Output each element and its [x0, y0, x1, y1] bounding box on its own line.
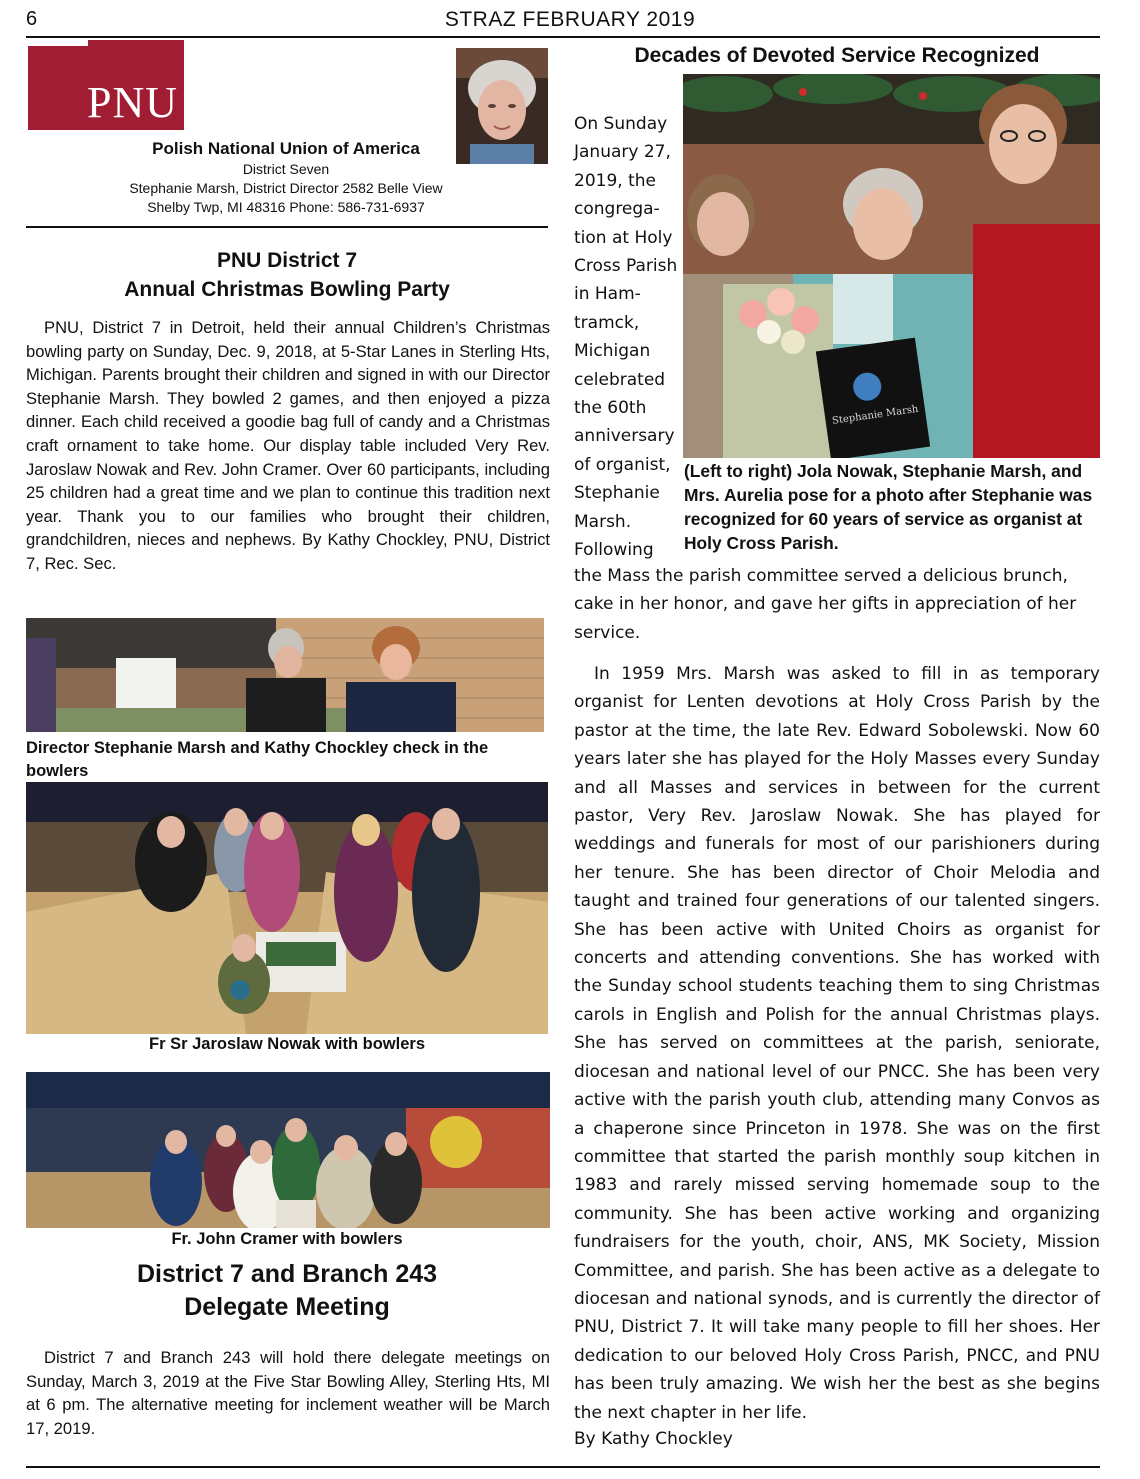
photo-recognition [683, 74, 1100, 458]
intro-line: the 60th [574, 398, 647, 419]
article3-body: In 1959 Mrs. Marsh was asked to fill in as temporary organist for Lenten devotions at Holy Cross Parish by the pastor at the time, the late Rev. Edward Sobolewski. Now 60 years later she has played for the Holy Masses every Sunday and all Masses and services in between for the current pastor, Very Rev. Jaroslaw Nowak. She has played for weddings and funerals for most of our parishioners during her tenure. She has been director of Choir Melodia and taught and trained four generations of our talented singers. She has been active with United Choirs as organist for concerts and attending conventions. She has worked with the Sunday school students teaching them to sing Christmas carols in English and Polish for the annual Christmas plays. She has served on committees at the parish, seniorate, diocesan and national level of our PNCC. She has been very active with the parish youth club, attending many Convos as a chaperone since Princeton in 1978. She was on the first committee that started the parish monthly soup kitchen in 1983 and rarely missed serving homemade soup to the community. She has been active working and organizing fundraisers for the youth, choir, ANS, MK Society, Mission Committee, and parish. She has been active as a delegate to diocesan and national synods, and is currently the director of PNU, District 7. It will take many people to fill her shoes. Her dedication to our beloved Holy Cross Parish, PNCC, and PNU has been truly amazing. We wish her the best as she begins the next chapter in her life. [574, 664, 1100, 1423]
org-director-line: Stephanie Marsh, District Director 2582 Belle View [129, 180, 443, 196]
article1-body: PNU, District 7 in Detroit, held their annual Children’s Christmas bowling party on Sunday, Dec. 9, 2018, at 5-Star Lanes in Sterling Hts, Michigan. Parents brought their children and signed in with our Director Stephanie Marsh. They bowled 2 games, and then enjoyed a pizza dinner. Each child received a goodie bag full of candy and a Christmas craft ornament to take home. Our display table included Very Rev. Jaroslaw Nowak and Rev. John Cramer. Over 60 participants, including 25 children had a great time and we plan to continue this tradition next year. Thank you to our families who brought their children, grandchildren, nieces and nephews. By Kathy Chockley, PNU, District 7, Rec. Sec. [26, 318, 550, 573]
org-info [26, 138, 546, 217]
photo-nowak-bowlers [26, 782, 548, 1034]
intro-line: celebrated [574, 369, 666, 390]
intro-line: Michigan [574, 341, 651, 362]
intro-line: congrega- [574, 199, 660, 220]
intro-line: Stephanie [574, 483, 660, 504]
plaque-text: Stephanie Marsh [831, 403, 920, 427]
intro-line: tramck, [574, 312, 640, 333]
caption-check-in: Director Stephanie Marsh and Kathy Chockley check in the bowlers [26, 739, 489, 780]
top-rule [26, 36, 1100, 38]
article3-title: Decades of Devoted Service Recognized [634, 44, 1040, 67]
article2-title [26, 1258, 548, 1324]
intro-line: Marsh. [574, 511, 632, 532]
intro-line: 2019, the [574, 170, 656, 191]
photo-check-in [26, 618, 544, 732]
org-district: District Seven [242, 161, 330, 177]
intro-line: Cross Parish [574, 256, 678, 277]
intro-line: of organist, [574, 454, 671, 475]
article3-byline: By Kathy Chockley [574, 1429, 733, 1449]
caption-cramer-bowlers: Fr. John Cramer with bowlers [171, 1230, 403, 1248]
logo-text: PNU [86, 78, 178, 127]
article1-title-line2: Annual Christmas Bowling Party [124, 278, 450, 301]
pnu-logo [28, 40, 184, 130]
intro-line: tion at Holy [574, 227, 673, 248]
logo-stripe [28, 40, 88, 46]
article2-title-line1: District 7 and Branch 243 [136, 1260, 438, 1288]
org-name: Polish National Union of America [152, 139, 420, 158]
page-number: 6 [26, 8, 38, 30]
article1-title-line1: PNU District 7 [216, 249, 358, 272]
caption-nowak-bowlers: Fr Sr Jaroslaw Nowak with bowlers [149, 1035, 425, 1053]
masthead: STRAZ FEBRUARY 2019 [444, 8, 696, 31]
intro-line: Following [574, 540, 654, 561]
bottom-rule [26, 1466, 1100, 1468]
photo-cramer-bowlers [26, 1072, 550, 1228]
intro-line: in Ham- [574, 284, 641, 305]
article2-title-line2: Delegate Meeting [184, 1293, 390, 1321]
article2-body: District 7 and Branch 243 will hold there delegate meetings on Sunday, March 3, 2019 at the Five Star Bowling Alley, Sterling Hts, MI at 6 pm. The alternative meeting for inclement weather will be March 17, 2019. [26, 1348, 550, 1438]
intro-line: anniversary [574, 426, 675, 447]
section-rule [26, 226, 548, 228]
org-address-line: Shelby Twp, MI 48316 Phone: 586-731-6937 [147, 199, 425, 215]
intro-line: On Sunday [574, 114, 668, 134]
caption-recognition: (Left to right) Jola Nowak, Stephanie Marsh, and Mrs. Aurelia pose for a photo after Stephanie was recognized for 60 years of service as organist at Holy Cross Parish. [684, 461, 1093, 553]
article3-intro [574, 110, 682, 565]
article3-intro-continued: the Mass the parish committee served a delicious brunch, cake in her honor, and gave her gifts in appreciation of her service. [574, 566, 1077, 643]
article1-title [26, 246, 548, 304]
intro-line: January 27, [574, 142, 671, 163]
